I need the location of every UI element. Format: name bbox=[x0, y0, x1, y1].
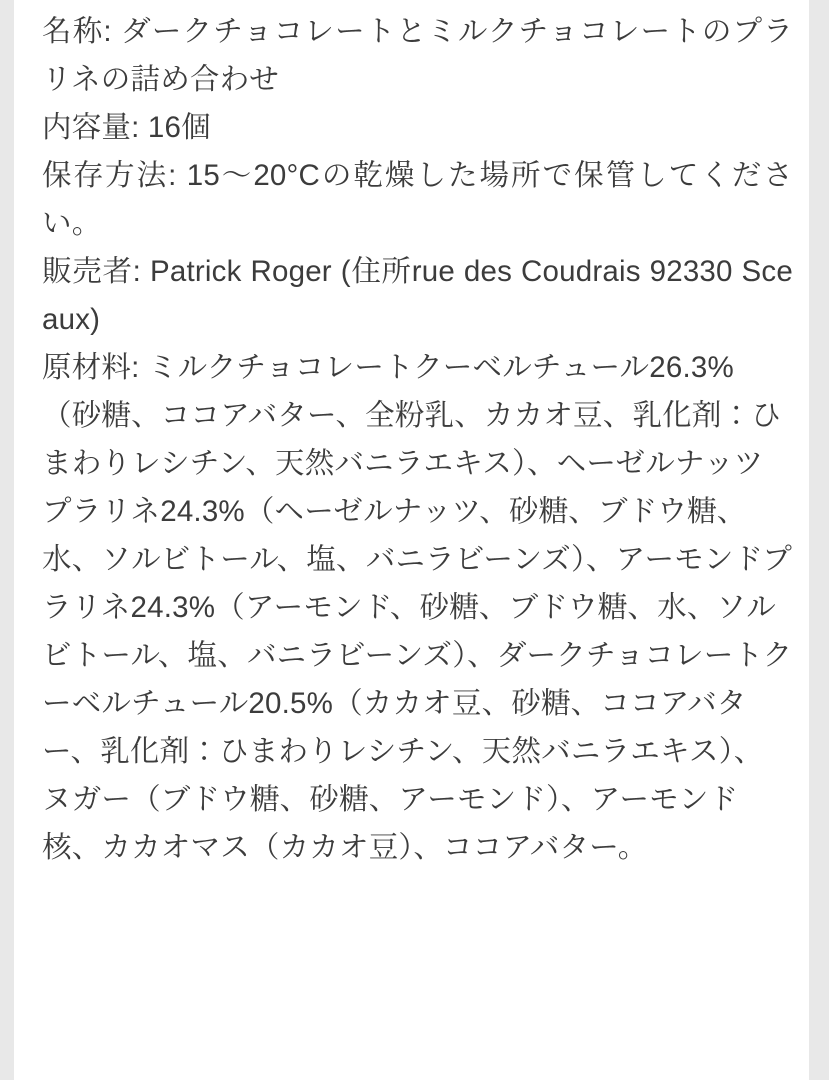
document-content bbox=[14, 0, 809, 1080]
seller-line: 販売者: Patrick Roger (住所rue des Coudrais 92330 Sceaux) bbox=[42, 255, 793, 336]
page-right-margin bbox=[809, 0, 829, 1080]
quantity-line: 内容量: 16個 bbox=[42, 111, 211, 144]
ingredients-line: 原材料: ミルクチョコレートクーベルチュール26.3%（砂糖、ココアバター、全粉乳、カカオ豆、乳化剤：ひまわりレシチン、天然バニラエキス）、ヘーゼルナッツプラリネ24.3%（ヘーゼルナッツ、砂糖、ブドウ糖、水、ソルビトール、塩、バニラビーンズ）、アーモンドプラリネ24.3%（アーモンド、砂糖、ブドウ糖、水、ソルビトール、塩、バニラビーンズ）、ダークチョコレートクーベルチュール20.5%（カカオ豆、砂糖、ココアバター、乳化剤：ひまわりレシチン、天然バニラエキス）、ヌガー（ブドウ糖、砂糖、アーモンド）、アーモンド核、カカオマス（カカオ豆）、ココアバター。 bbox=[42, 351, 793, 864]
storage-line: 保存方法: 15〜20°Cの乾燥した場所で保管してください。 bbox=[42, 159, 793, 240]
page-left-margin bbox=[0, 0, 14, 1080]
product-name-line: 名称: ダークチョコレートとミルクチョコレートのプラリネの詰め合わせ bbox=[42, 15, 793, 96]
